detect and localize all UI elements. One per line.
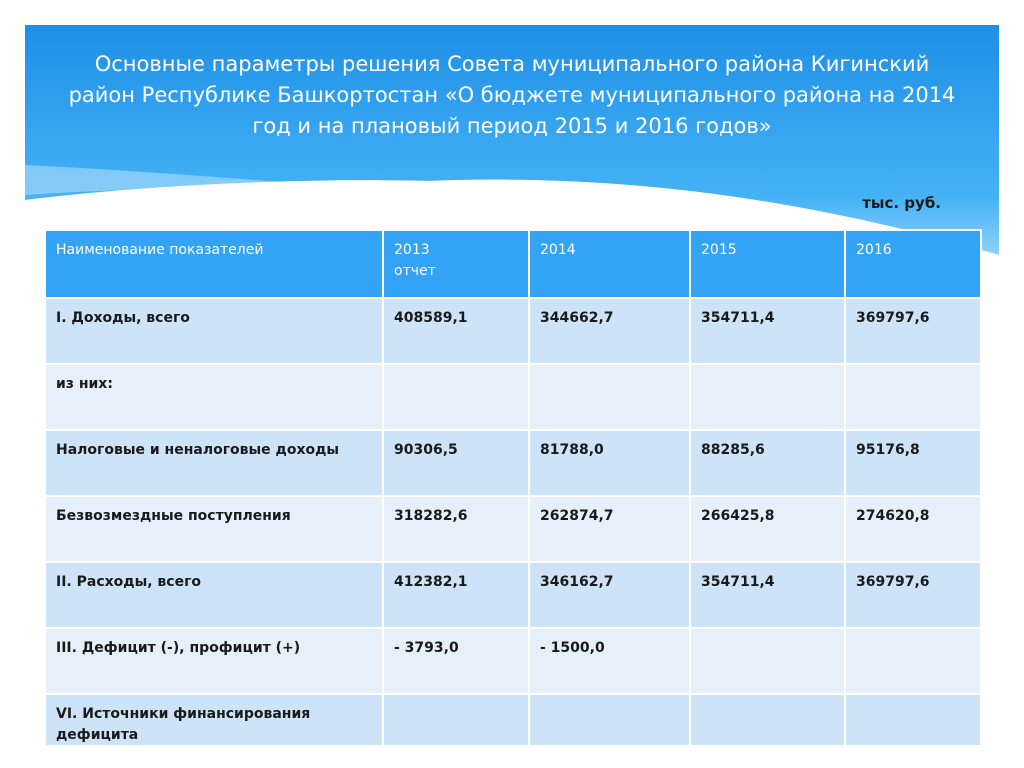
header-2014: 2014 — [529, 230, 690, 298]
cell-2015: 354711,4 — [690, 562, 845, 628]
cell-2014: 262874,7 — [529, 496, 690, 562]
cell-2016: 369797,6 — [845, 298, 981, 364]
table-row — [45, 364, 981, 430]
units-label: тыс. руб. — [862, 194, 941, 212]
row-label: VI. Источники финансирования дефицита — [45, 694, 383, 745]
header-2015: 2015 — [690, 230, 845, 298]
table-row — [45, 298, 981, 364]
row-label: Безвозмездные поступления — [45, 496, 383, 562]
cell-2013 — [383, 364, 529, 430]
cell-2014: - 1500,0 — [529, 628, 690, 694]
slide — [25, 25, 999, 745]
table-row — [45, 628, 981, 694]
cell-2013: 412382,1 — [383, 562, 529, 628]
cell-2014: 81788,0 — [529, 430, 690, 496]
cell-2015: 266425,8 — [690, 496, 845, 562]
table-row — [45, 562, 981, 628]
header-indicator: Наименование показателей — [45, 230, 383, 298]
table-header-row — [45, 230, 981, 298]
cell-2014 — [529, 694, 690, 745]
slide-title: Основные параметры решения Совета муниципального района Кигинский район Республике Башкортостан «О бюджете муниципального района на 2014 год и на плановый период 2015 и 2016 годов» — [68, 52, 956, 138]
cell-2013: 408589,1 — [383, 298, 529, 364]
cell-2016: 95176,8 — [845, 430, 981, 496]
row-label: Налоговые и неналоговые доходы — [45, 430, 383, 496]
table-row — [45, 496, 981, 562]
cell-2013 — [383, 694, 529, 745]
table-row — [45, 694, 981, 745]
row-label: из них: — [45, 364, 383, 430]
cell-2015: 354711,4 — [690, 298, 845, 364]
cell-2013: 90306,5 — [383, 430, 529, 496]
cell-2015: 88285,6 — [690, 430, 845, 496]
cell-2013: - 3793,0 — [383, 628, 529, 694]
cell-2016 — [845, 364, 981, 430]
cell-2016 — [845, 694, 981, 745]
budget-table — [44, 229, 982, 745]
cell-2013: 318282,6 — [383, 496, 529, 562]
cell-2015 — [690, 694, 845, 745]
cell-2015 — [690, 628, 845, 694]
cell-2016 — [845, 628, 981, 694]
cell-2016: 369797,6 — [845, 562, 981, 628]
cell-2014 — [529, 364, 690, 430]
row-label: II. Расходы, всего — [45, 562, 383, 628]
row-label: I. Доходы, всего — [45, 298, 383, 364]
cell-2016: 274620,8 — [845, 496, 981, 562]
header-2013: 2013 отчет — [383, 230, 529, 298]
header-2016: 2016 — [845, 230, 981, 298]
cell-2014: 346162,7 — [529, 562, 690, 628]
cell-2014: 344662,7 — [529, 298, 690, 364]
table-row — [45, 430, 981, 496]
row-label: III. Дефицит (-), профицит (+) — [45, 628, 383, 694]
cell-2015 — [690, 364, 845, 430]
